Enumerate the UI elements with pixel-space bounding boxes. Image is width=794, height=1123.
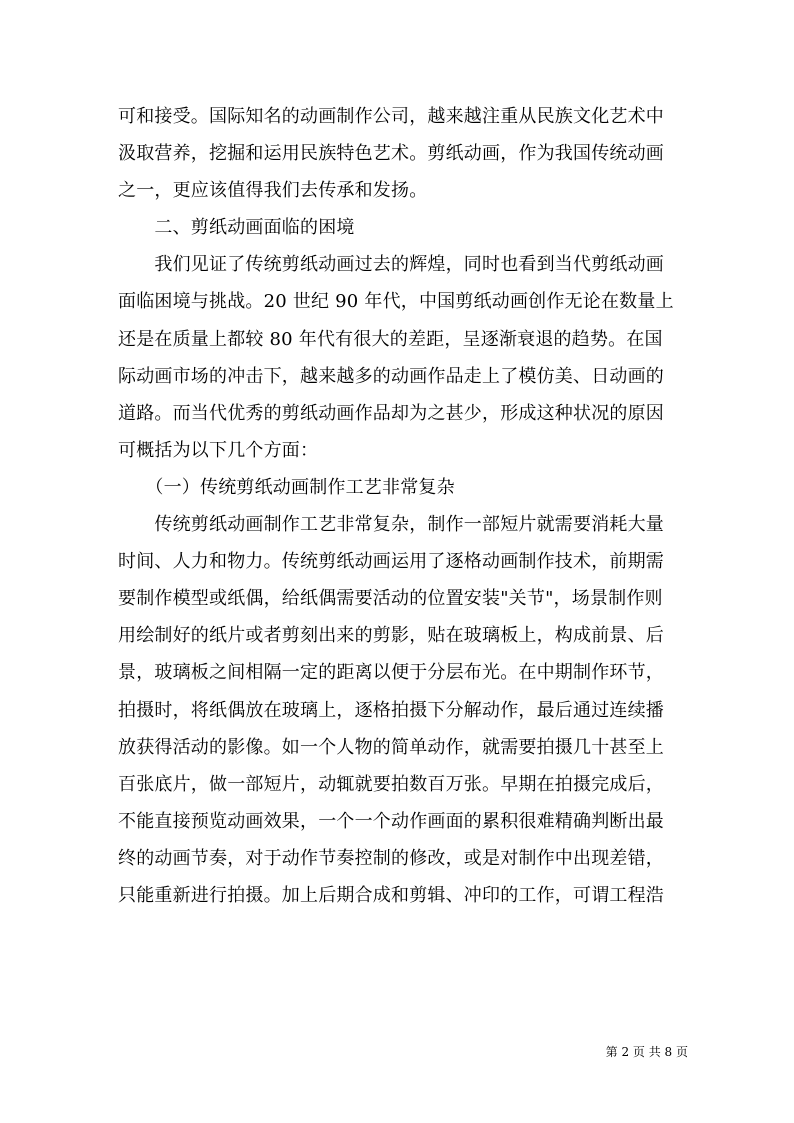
text-line: 要制作模型或纸偶，给纸偶需要活动的位置安装"关节"，场景制作则: [118, 588, 663, 610]
section-heading: 二、剪纸动画面临的困境: [118, 217, 355, 239]
text-line: 可概括为以下几个方面：: [118, 439, 319, 461]
text-line: 放获得活动的影像。如一个人物的简单动作，就需要拍摄几十甚至上: [118, 736, 664, 758]
body-text: [118, 98, 678, 914]
text-line: 可和接受。国际知名的动画制作公司，越来越注重从民族文化艺术中: [118, 106, 664, 127]
subsection-heading: （一）传统剪纸动画制作工艺非常复杂: [118, 476, 455, 498]
text-line: 百张底片，做一部短片，动辄就要拍数百万张。早期在拍摄完成后，: [118, 773, 664, 795]
text-line: 汲取营养，挖掘和运用民族特色艺术。剪纸动画，作为我国传统动画: [118, 143, 664, 165]
text-line: 面临困境与挑战。20 世纪 90 年代，中国剪纸动画创作无论在数量上: [118, 291, 674, 313]
text-line: 还是在质量上都较 80 年代有很大的差距，呈逐渐衰退的趋势。在国: [118, 328, 663, 350]
text-line: 只能重新进行拍摄。加上后期合成和剪辑、冲印的工作，可谓工程浩: [118, 884, 664, 906]
text-line: 景，玻璃板之间相隔一定的距离以便于分层布光。在中期制作环节，: [118, 662, 664, 684]
text-line: 时间、人力和物力。传统剪纸动画运用了逐格动画制作技术，前期需: [118, 551, 664, 573]
text-line: 我们见证了传统剪纸动画过去的辉煌，同时也看到当代剪纸动画: [118, 254, 664, 276]
text-line: 终的动画节奏，对于动作节奏控制的修改，或是对制作中出现差错，: [118, 847, 664, 869]
text-line: 道路。而当代优秀的剪纸动画作品却为之甚少，形成这种状况的原因: [118, 402, 664, 424]
text-line: 际动画市场的冲击下，越来越多的动画作品走上了模仿美、日动画的: [118, 365, 664, 387]
text-line: 传统剪纸动画制作工艺非常复杂，制作一部短片就需要消耗大量: [118, 514, 664, 536]
text-line: 用绘制好的纸片或者剪刻出来的剪影，贴在玻璃板上，构成前景、后: [118, 625, 664, 647]
text-line: 之一，更应该值得我们去传承和发扬。: [118, 180, 428, 202]
text-line: 拍摄时，将纸偶放在玻璃上，逐格拍摄下分解动作，最后通过连续播: [118, 699, 664, 721]
page-number-footer: 第 2 页 共 8 页: [605, 1045, 688, 1059]
text-line: 不能直接预览动画效果，一个一个动作画面的累积很难精确判断出最: [118, 810, 664, 832]
